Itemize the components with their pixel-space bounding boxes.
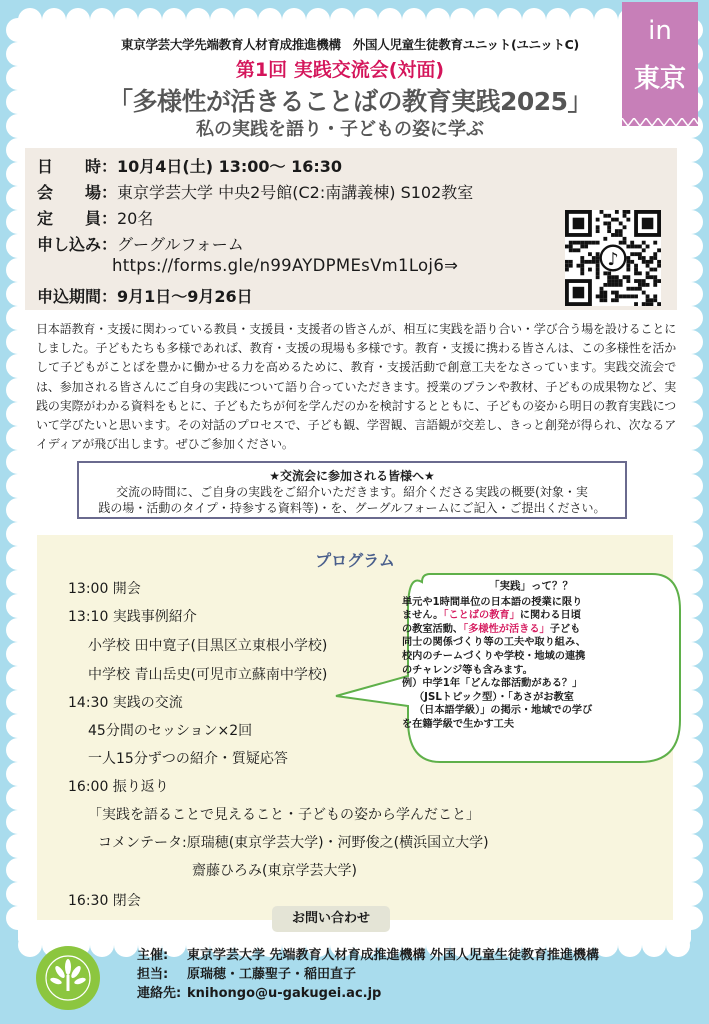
- notice-line-2: 践の場・活動のタイプ・持参する資料等)・を、グーグルフォームにご記入・ご提出ください。: [98, 501, 606, 515]
- bubble-line: [402, 609, 660, 623]
- capacity-value: 20名: [117, 209, 154, 228]
- location-in: in: [648, 16, 672, 46]
- page-title: 「多様性が活きることばの教育実践2025」: [107, 87, 593, 116]
- notice-box: [77, 461, 627, 519]
- bubble-line: 例）中学1年「どんな部活動がある？」: [402, 678, 583, 690]
- university-logo-icon: [35, 945, 101, 1011]
- capacity-label: 定 員：: [37, 209, 118, 228]
- notice-line-1: 交流の時間に、ご自身の実践をご紹介いただきます。紹介くださる実践の概要(対象・実: [116, 485, 588, 499]
- program-line: コメンテータ:原瑞穂(東京学芸大学)・河野俊之(横浜国立大学): [98, 835, 489, 851]
- capacity-row: [37, 206, 153, 229]
- program-line: 中学校 青山岳史(可児市立蘇南中学校): [88, 667, 328, 683]
- bubble-line: を在籍学級で生かす工夫: [402, 718, 515, 730]
- email-link[interactable]: knihongo@u-gakugei.ac.jp: [187, 986, 382, 1001]
- bubble-text: の教室活動、: [402, 623, 464, 635]
- program-line: 14:30 実践の交流: [68, 695, 183, 711]
- date-label: 日 時：: [37, 157, 118, 176]
- tab-zigzag: [622, 118, 698, 128]
- bubble-line: 校内のチームづくりや学校・地域の連携: [402, 650, 586, 662]
- practice-explanation: [402, 580, 660, 732]
- bubble-text: に関わる日頃: [519, 610, 581, 622]
- venue-label: 会 場：: [37, 183, 118, 202]
- staff-value: 原瑞穂・工藤聖子・稲田直子: [187, 967, 357, 982]
- apply-value: グーグルフォーム: [117, 235, 244, 254]
- program-line: 齋藤ひろみ(東京学芸大学): [192, 863, 357, 879]
- qr-code-icon[interactable]: [565, 210, 661, 306]
- program-line: 45分間のセッション×2回: [88, 723, 253, 739]
- bubble-highlight: 「多様性が活きる」: [463, 623, 550, 635]
- bubble-line: 単元や1時間単位の日本語の授業に限り: [402, 596, 583, 608]
- program-line: 一人15分ずつの紹介・質疑応答: [88, 751, 288, 767]
- event-name: 第1回 実践交流会(対面): [235, 59, 445, 81]
- venue-row: [37, 180, 473, 203]
- period-value: 9月1日～9月26日: [117, 287, 253, 306]
- bubble-text: ません。: [402, 610, 444, 622]
- program-title: プログラム: [315, 551, 395, 570]
- location-city: 東京: [633, 64, 686, 94]
- bubble-line: （日本語学級）」の掲示・地域での学び: [414, 705, 593, 717]
- program-line: 「実践を語ることで見えること・子どもの姿から学んだこと」: [88, 807, 480, 823]
- bubble-line: のチャレンジ等も含みます。: [402, 664, 533, 676]
- event-description: 日本語教育・支援に関わっている教員・支援員・支援者の皆さんが、相互に実践を語り合い・学び合う場を設けることにしました。子どもたちも多様であれば、教育・支援の現場も多様です。教育・支援に携わる皆さんは、この多様性を活かして子どもがことばを豊かに働かせる力を高めるために、教育・支援活動で創意工夫をなさっています。実践交流会では、参加される皆さんにご自身の実践について語り合っていただきます。授業のプランや教材、子どもの成果物など、実践の実際がわかる資料をもとに、子どもたちが何を学んだのかを検討するとともに、子どもの姿から明日の教育実践について学びたいと思います。その対話のプロセスで、子ども観、学習観、言語観が交差し、きっと創発が得られ、次なるアイディアが飛び出します。ぜひご参加ください。: [36, 322, 676, 452]
- program-line: 13:00 開会: [68, 581, 141, 597]
- program-line: 13:10 実践事例紹介: [68, 609, 197, 625]
- email-row: [137, 982, 381, 1001]
- date-value: 10月4日(土) 13:00～ 16:30: [117, 157, 343, 176]
- program-line: 16:30 閉会: [68, 893, 141, 909]
- bubble-line: （JSLトピック型）・「あさがお教室: [414, 691, 574, 703]
- apply-label: 申し込み：: [37, 235, 118, 254]
- email-label: 連絡先:: [137, 986, 182, 1001]
- host-label: 主催:: [137, 948, 169, 963]
- host-value: 東京学芸大学 先端教育人材育成推進機構 外国人児童生徒教育推進機構: [187, 948, 600, 963]
- period-row: [37, 284, 253, 307]
- host-row: [137, 944, 599, 963]
- page-subtitle: 私の実践を語り・子どもの姿に学ぶ: [196, 119, 484, 140]
- contact-label: お問い合わせ: [272, 906, 390, 932]
- bubble-line: 同士の関係づくり等の工夫や取り組み、: [402, 637, 586, 649]
- staff-row: [137, 963, 356, 982]
- program-line: 小学校 田中寛子(目黒区立東根小学校): [88, 638, 328, 654]
- venue-value: 東京学芸大学 中央2号館(C2:南講義棟) S102教室: [117, 183, 474, 202]
- svg-text:♪: ♪: [607, 249, 619, 270]
- staff-label: 担当:: [137, 967, 169, 982]
- bubble-line: [402, 623, 660, 637]
- period-label: 申込期間：: [37, 287, 118, 306]
- apply-form-link[interactable]: https://forms.gle/n99AYDPMEsVm1Loj6⇒: [112, 256, 459, 275]
- organizer-line: 東京学芸大学先端教育人材育成推進機構 外国人児童生徒教育ユニット(ユニットC): [121, 37, 579, 52]
- bubble-heading: 「実践」って？？: [489, 580, 573, 592]
- bubble-text: 子ども: [549, 623, 581, 635]
- bubble-highlight: 「ことばの教育」: [443, 610, 520, 622]
- notice-heading: ★交流会に参加される皆様へ★: [269, 469, 435, 483]
- program-line: 16:00 振り返り: [68, 779, 169, 795]
- location-tab: [622, 2, 698, 126]
- date-row: [37, 154, 342, 177]
- apply-row: [37, 232, 244, 255]
